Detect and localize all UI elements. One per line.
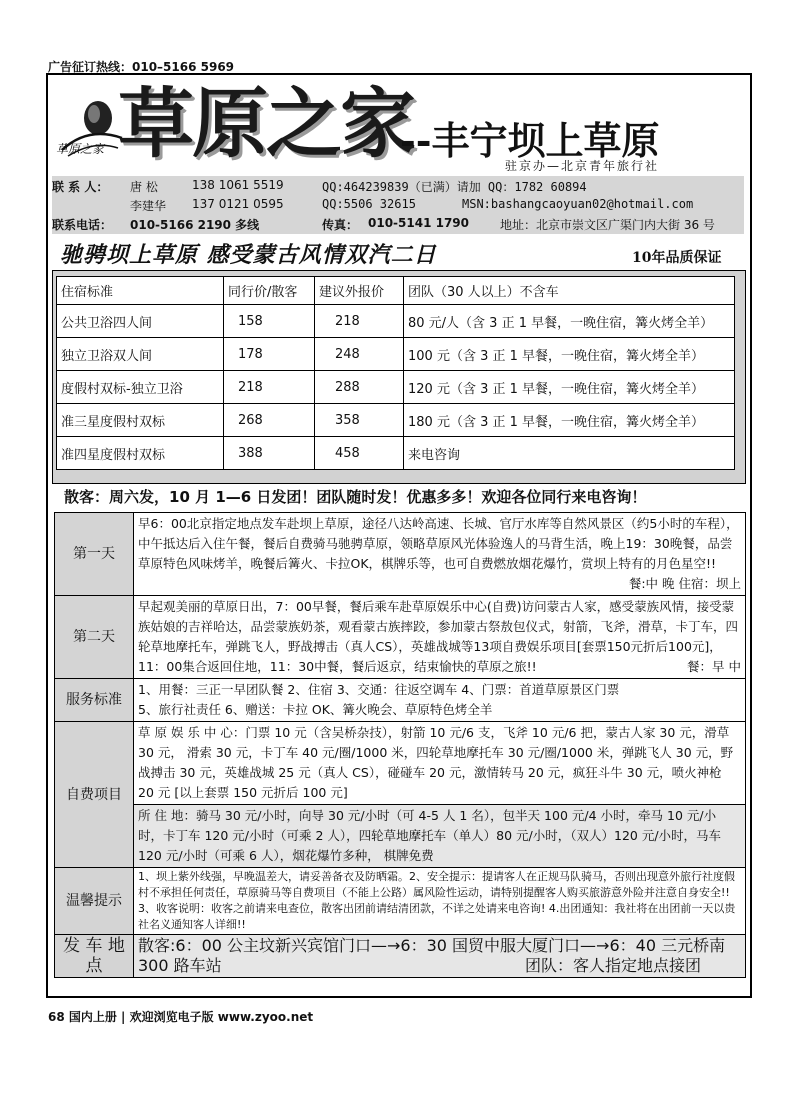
tel-number: 010-5166 2190 多线 bbox=[130, 218, 260, 232]
retail-price: 458 bbox=[315, 437, 404, 470]
header-cell: 同行价/散客 bbox=[224, 277, 315, 305]
day2-content bbox=[134, 596, 746, 679]
header-cell: 团队（30 人以上）不含车 bbox=[404, 277, 735, 305]
retail-price: 218 bbox=[315, 305, 404, 338]
group-price: 80 元/人（含 3 正 1 早餐，一晚住宿，篝火烤全羊） bbox=[404, 305, 735, 338]
service-label: 服务标准 bbox=[55, 679, 134, 722]
group-price: 180 元（含 3 正 1 早餐，一晚住宿，篝火烤全羊） bbox=[404, 404, 735, 437]
header-cell: 住宿标准 bbox=[57, 277, 224, 305]
fax-label: 传真： bbox=[322, 218, 359, 232]
contact-msn: MSN:bashangcaoyuan02@hotmail.com bbox=[462, 197, 694, 211]
itinerary-row bbox=[55, 805, 746, 868]
depart-route: 散客:6：00 公主坟新兴宾馆门口—→6：30 国贸中服大厦门口—→6：40 三元桥南 300 路车站 bbox=[138, 936, 726, 975]
itinerary-row bbox=[55, 935, 746, 978]
retail-price: 288 bbox=[315, 371, 404, 404]
service-content bbox=[134, 679, 746, 722]
trade-price: 268 bbox=[224, 404, 315, 437]
contact-qq: QQ:5506 32615 bbox=[322, 197, 416, 211]
trade-price: 218 bbox=[224, 371, 315, 404]
optional-lodging: 所 住 地：骑马 30 元/小时，向导 30 元/小时（可 4-5 人 1 名），包半天 100 元/4 小时，牵马 10 元/小时，卡丁车 120 元/小时（可乘 2 人），四轮草地摩托车（单人）80 元/小时，（双人）120 元/小时，马车 120 元/小时（可乘 6 人），烟花爆竹多种， 棋牌免费 bbox=[134, 805, 746, 868]
table-row bbox=[57, 371, 735, 404]
contact-panel bbox=[52, 176, 744, 234]
day1-meals: 餐:中 晚 住宿：坝上 bbox=[628, 576, 741, 591]
contact-qq: QQ:464239839（已满）请加 QQ：1782 60894 bbox=[322, 180, 587, 194]
brand-title: 草原之家 bbox=[118, 79, 414, 168]
header-cell: 建议外报价 bbox=[315, 277, 404, 305]
service-line: 1、用餐：三正一早团队餐 2、住宿 3、交通：往返空调车 4、门票：首道草原景区门票 bbox=[138, 682, 620, 697]
logo-caption: 草原之家 bbox=[56, 142, 105, 156]
tour-headline: 驰骋坝上草原 感受蒙古风情双汽二日 bbox=[60, 242, 437, 268]
optional-center: 草 原 娱 乐 中 心：门票 10 元（含吴桥杂技），射箭 10 元/6 支，飞斧 10 元/6 把，蒙古人家 30 元，滑草 30 元， 滑索 30 元，卡丁车 40 元/圈/1000 米，四轮草地摩托车 30 元/圈/1000 米，弹跳飞人 30 元，野战搏击 30 元，英雄战城 25 元（真人 CS），碰碰车 20 元，激情转马 20 元，疯狂斗牛 30 元，喷火神枪 20 元 [以上套票 150 元折后 100 元] bbox=[134, 722, 746, 805]
price-table bbox=[56, 276, 735, 470]
table-row bbox=[57, 305, 735, 338]
office-line: 驻京办—北京青年旅行社 bbox=[505, 159, 660, 173]
itinerary-row bbox=[55, 513, 746, 596]
itinerary-row bbox=[55, 868, 746, 935]
day1-content bbox=[134, 513, 746, 596]
address: 北京市崇文区广渠门内大街 36 号 bbox=[536, 218, 715, 232]
tel-label: 联系电话： bbox=[52, 218, 113, 232]
table-row bbox=[57, 338, 735, 371]
day1-text: 早6：00北京指定地点发车赴坝上草原，途径八达岭高速、长城、官厅水库等自然风景区（约5小时的车程），中午抵达后入住午餐，餐后自费骑马驰骋草原，领略草原风光体验逸人的马背生活，晚上19：30晚餐，品尝草原特色风味烤羊，晚餐后篝火、卡拉OK，棋牌乐等，也可自费燃放烟花爆竹，赏坝上特有的月色星空!! bbox=[138, 516, 739, 571]
departure-notice: 散客：周六发，10 月 1—6 日发团！团队随时发！优惠多多！欢迎各位同行来电咨询！ bbox=[64, 488, 647, 506]
group-price: 120 元（含 3 正 1 早餐，一晚住宿，篝火烤全羊） bbox=[404, 371, 735, 404]
room-type: 度假村双标-独立卫浴 bbox=[57, 371, 224, 404]
depart-label: 发 车 地 点 bbox=[55, 935, 134, 978]
trade-price: 178 bbox=[224, 338, 315, 371]
itinerary-row bbox=[55, 679, 746, 722]
table-row bbox=[57, 404, 735, 437]
retail-price: 248 bbox=[315, 338, 404, 371]
itinerary-row bbox=[55, 722, 746, 805]
day2-text: 早起观美丽的草原日出，7：00早餐，餐后乘车赴草原娱乐中心(自费)访问蒙古人家，感受蒙族风情，接受蒙族姑娘的吉祥哈达，品尝蒙族奶茶，观看蒙古族摔跤，参加蒙古祭敖包仪式，射箭，飞斧，滑草，卡丁车，四轮草地摩托车，弹跳飞人，野战搏击（真人CS），英雄战城等13项自费娱乐项目[套票150元折后100元]， 11：00集合返回住地，11：30中餐，餐后返京，结束愉快的草原之旅!! bbox=[138, 599, 739, 674]
service-line: 5、旅行社责任 6、赠送：卡拉 OK、篝火晚会、草原特色烤全羊 bbox=[138, 702, 493, 717]
itinerary-table bbox=[54, 512, 746, 978]
room-type: 公共卫浴四人间 bbox=[57, 305, 224, 338]
address-label: 地址： bbox=[500, 218, 537, 232]
trade-price: 158 bbox=[224, 305, 315, 338]
day2-meals: 餐：早 中 bbox=[687, 659, 741, 674]
room-type: 准四星度假村双标 bbox=[57, 437, 224, 470]
depart-content bbox=[134, 935, 746, 978]
contact-name: 唐 松 bbox=[130, 180, 158, 194]
optional-label: 自费项目 bbox=[55, 722, 134, 868]
quality-badge: 10年品质保证 bbox=[632, 250, 722, 266]
table-header bbox=[57, 277, 735, 305]
brand-subtitle: --丰宁坝上草原 bbox=[400, 118, 660, 163]
itinerary-row bbox=[55, 596, 746, 679]
tips-content: 1、坝上紫外线强，早晚温差大，请妥善备衣及防晒霜。2、安全提示：提请客人在正规马队骑马，否则出现意外旅行社度假村不承担任何责任，草原骑马等自费项目（不能上公路）属风险性运动，请特别提醒客人购买旅游意外险并注意自身安全!! 3、收客说明：收客之前请来电查位，散客出团前请结清团款，不详之处请来电咨询! 4.出团通知：我社将在出团前一天以贵社名义通知客人详细!! bbox=[134, 868, 746, 935]
contact-label: 联 系 人： bbox=[52, 180, 109, 194]
table-row bbox=[57, 437, 735, 470]
retail-price: 358 bbox=[315, 404, 404, 437]
tips-label: 温馨提示 bbox=[55, 868, 134, 935]
group-price: 100 元（含 3 正 1 早餐，一晚住宿，篝火烤全羊） bbox=[404, 338, 735, 371]
room-type: 独立卫浴双人间 bbox=[57, 338, 224, 371]
day2-label: 第二天 bbox=[55, 596, 134, 679]
page-footer: 68 国内上册 | 欢迎浏览电子版 www.zyoo.net bbox=[48, 1010, 314, 1024]
contact-name: 李建华 bbox=[130, 199, 167, 213]
ad-hotline: 广告征订热线：010–5166 5969 bbox=[48, 60, 235, 74]
contact-phone: 137 0121 0595 bbox=[192, 197, 284, 211]
trade-price: 388 bbox=[224, 437, 315, 470]
group-price: 来电咨询 bbox=[404, 437, 735, 470]
contact-phone: 138 1061 5519 bbox=[192, 178, 284, 192]
day1-label: 第一天 bbox=[55, 513, 134, 596]
depart-team: 团队：客人指定地点接团 bbox=[524, 956, 701, 975]
fax-number: 010-5141 1790 bbox=[368, 216, 470, 230]
room-type: 准三星度假村双标 bbox=[57, 404, 224, 437]
